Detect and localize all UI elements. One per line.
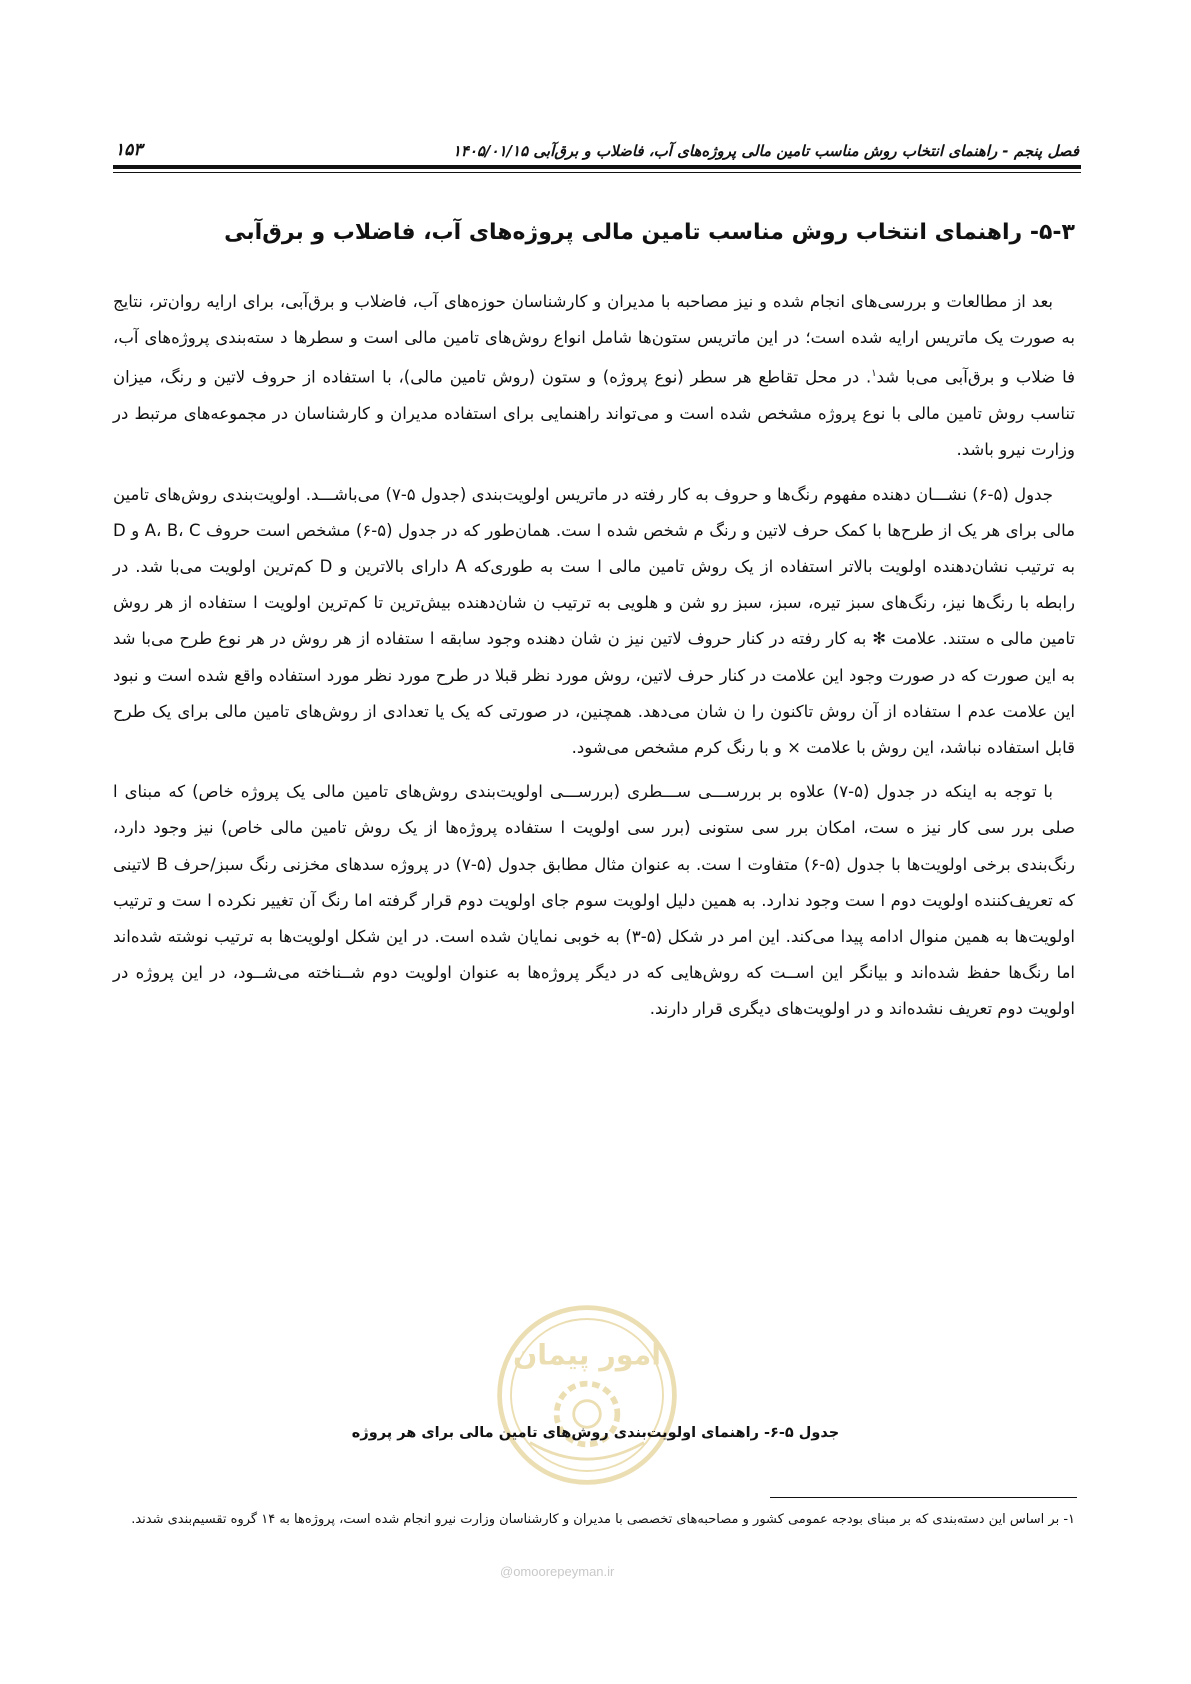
- header-rule-thin: [113, 172, 1081, 173]
- paragraph-text: . در محل تقاطع هر سطر (نوع پروژه) و ستون (روش تامین مالی)، با استفاده از حروف لاتین و رنگ، میزان تناسب روش تامین مالی با نوع پروژه مشخص شده است و می‌تواند راهنمایی برای استفاده مدیران و کارشناسان در مجموعه‌های مرتبط در وزارت نیرو باشد.: [113, 367, 1075, 460]
- watermark-url: @omoorepeyman.ir: [500, 1564, 615, 1579]
- watermark-stamp-text: امور پیمان: [512, 1338, 662, 1372]
- footnote-rule: [770, 1497, 1077, 1498]
- footnote: ۱- بر اساس این دسته‌بندی که بر مبنای بودجه عمومی کشور و مصاحبه‌های تخصصی با مدیران و کارشناسان وزارت نیرو انجام شده است، پروژه‌ها به ۱۴ گروه تقسیم‌بندی شدند.: [131, 1512, 1075, 1527]
- paragraph: جدول (۵-۶) نشـــان دهنده مفهوم رنگ‌ها و حروف به کار رفته در ماتریس اولویت‌بندی (جدول ۵-۷) می‌باشـــد. اولویت‌بندی روش‌های تامین مالی برای هر یک از طرح‌ها با کمک حرف لاتین و رنگ م شخص شده ا ست. همان‌طور که در جدول (۵-۶) مشخص است حروف A، B، C و D به ترتیب نشان‌دهنده اولویت بالاتر استفاده از یک روش تامین مالی ا ست به طوری‌که A دارای بالاترین و D کم‌ترین اولویت می‌با شد. در رابطه با رنگ‌ها نیز، رنگ‌های سبز تیره، سبز، سبز رو شن و هلویی به ترتیب ن شان‌دهنده بیش‌ترین تا کم‌ترین اولویت ا ستفاده از هر روش تامین مالی ه ستند. علامت ✻ به کار رفته در کنار حروف لاتین نیز ن شان دهنده وجود سابقه ا ستفاده از هر روش در هر نوع طرح می‌با شد به این صورت که در صورت وجود این علامت در کنار حرف لاتین، روش مورد نظر قبلا در طرح مورد نظر مورد استفاده واقع شده است و نبود این علامت عدم ا ستفاده از آن روش تاکنون را ن شان می‌دهد. همچنین، در صورتی که یک یا تعدادی از روش‌های تامین مالی برای یک طرح قابل استفاده نباشد، این روش با علامت × و با رنگ کرم مشخص می‌شود.: [113, 484, 1075, 757]
- page-number: ۱۵۳: [115, 140, 143, 160]
- header-title: فصل پنجم - راهنمای انتخاب روش مناسب تامین مالی پروژه‌های آب، فاضلاب و برق‌آبی ۱۴۰۵/۰۱/۱۵: [452, 142, 1079, 160]
- watermark-stamp: [492, 1300, 682, 1490]
- paragraph-text: بعد از مطالعات و بررسی‌های انجام شده و نیز مصاحبه با مدیران و کارشناسان حوزه‌های آب، فاضلاب و برق‌آبی، برای ارایه روان‌تر، نتایج به صورت یک ماتریس ارایه شده است؛ در این ماتریس ستون‌ها شامل انواع روش‌های تامین مالی است و سطرها د سته‌بندی پروژه‌های آب، فا ضلاب و برق‌آبی می‌با شد: [113, 292, 1075, 387]
- paragraph: با توجه به اینکه در جدول (۵-۷) علاوه بر بررســـی ســـطری (بررســـی اولویت‌بندی روش‌های تامین مالی یک پروژه خاص) که مبنای ا صلی برر سی کار نیز ه ست، امکان برر سی ستونی (برر سی اولویت ا ستفاده پروژه‌ها از یک روش تامین مالی خاص) نیز وجود دارد، رنگ‌بندی برخی اولویت‌ها با جدول (۵-۶) متفاوت ا ست. به عنوان مثال مطابق جدول (۵-۷) در پروژه سدهای مخزنی رنگ سبز/حرف B لاتینی که تعریف‌کننده اولویت دوم ا ست وجود ندارد. به همین دلیل اولویت سوم جای اولویت دوم قرار گرفته اما رنگ آن تغییر نکرده ا ست و ترتیب اولویت‌ها به همین منوال ادامه پیدا می‌کند. این امر در شکل (۵-۳) به خوبی نمایان شده است. در این شکل اولویت‌ها به ترتیب نوشته شده‌اند اما رنگ‌ها حفظ شده‌اند و بیانگر این اســت که روش‌هایی که در دیگر پروژه‌ها به عنوان اولویت دوم شــناخته می‌شــود، در این پروژه در اولویت دوم تعریف نشده‌اند و در اولویت‌های دیگری قرار دارند.: [113, 782, 1076, 1019]
- running-header: [115, 130, 1079, 160]
- paragraph: [113, 284, 1075, 469]
- header-rule-thick: [113, 165, 1081, 169]
- body-text: [113, 284, 1075, 1036]
- table-caption: جدول ۵-۶- راهنمای اولویت‌بندی روش‌های تامین مالی برای هر پروژه: [351, 1425, 840, 1441]
- section-heading: ۵-۳- راهنمای انتخاب روش مناسب تامین مالی پروژه‌های آب، فاضلاب و برق‌آبی: [224, 220, 1075, 245]
- footnote-marker[interactable]: ۱: [871, 368, 877, 380]
